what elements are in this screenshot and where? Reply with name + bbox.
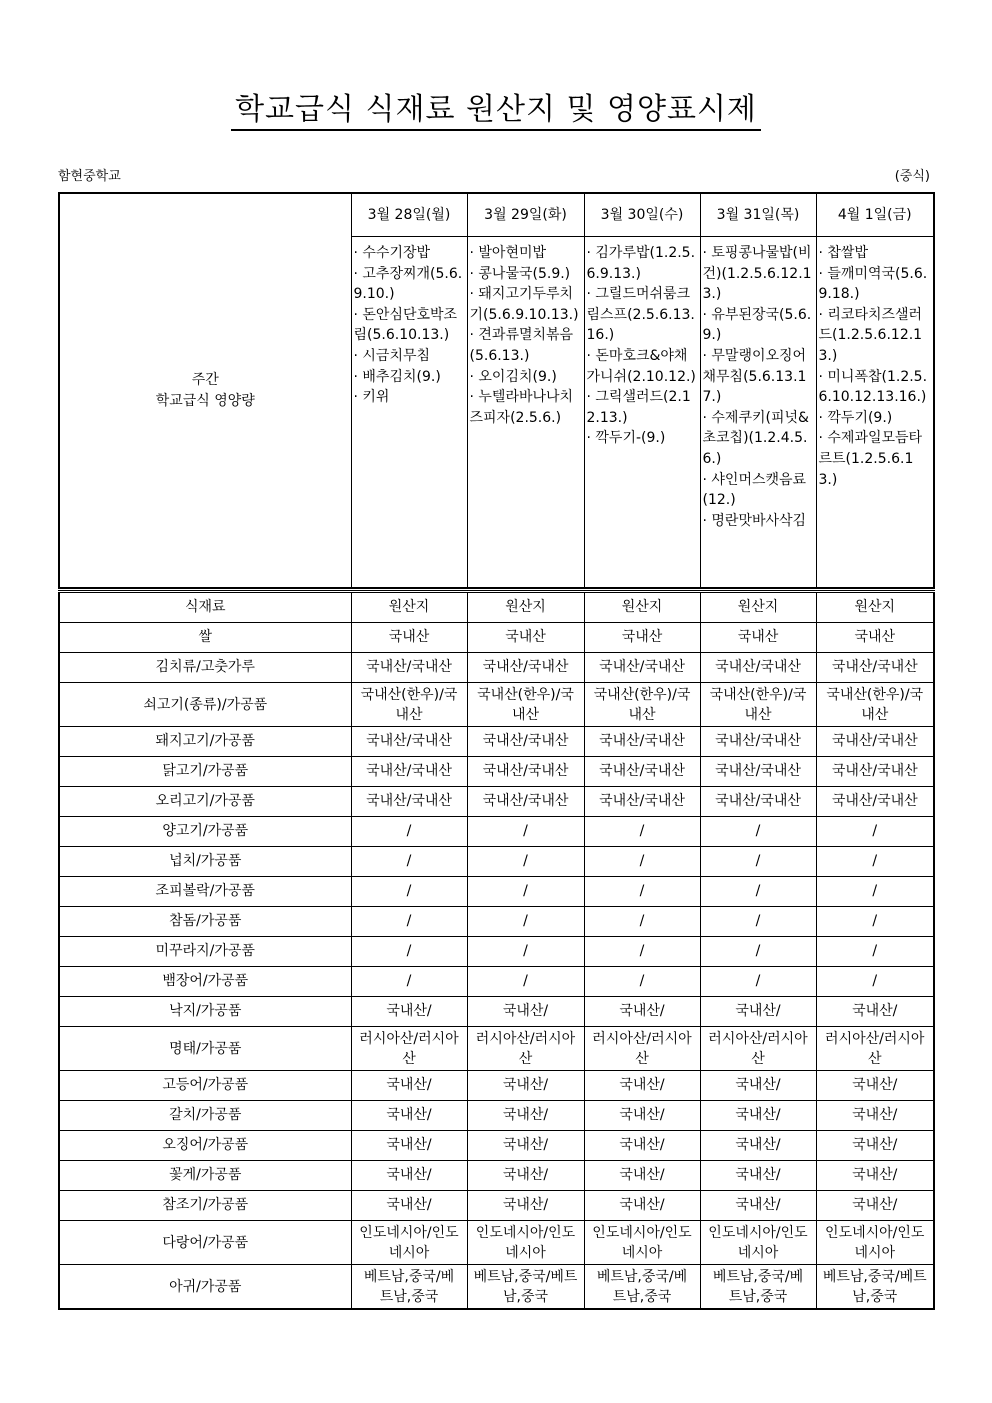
ingredient-name: 닭고기/가공품 (59, 757, 351, 787)
day-date: 3월 31일(목) (700, 193, 816, 237)
origin-header-column: 원산지 (467, 592, 584, 623)
origin-value: 국내산/ (700, 1131, 816, 1161)
origin-value: 국내산/국내산 (700, 787, 816, 817)
origin-value: 국내산/ (700, 1071, 816, 1101)
origin-value: / (816, 877, 934, 907)
menu-item: · 배추김치(9.) (353, 368, 441, 385)
page-title: 학교급식 식재료 원산지 및 영양표시제 (0, 92, 992, 128)
menu-item: · 깍두기-(9.) (586, 430, 666, 447)
origin-value: 국내산/국내산 (816, 757, 934, 787)
ingredient-name: 참조기/가공품 (59, 1191, 351, 1221)
origin-value: / (700, 847, 816, 877)
origin-value: 국내산 (816, 623, 934, 653)
origin-value: 베트남,중국/베트남,중국 (351, 1265, 467, 1310)
origin-value: 국내산/ (584, 1131, 700, 1161)
origin-value: / (584, 967, 700, 997)
origin-value: 국내산/국내산 (467, 787, 584, 817)
menu-item: · 명란맛바사삭김 (702, 512, 807, 529)
origin-value: 국내산/ (700, 1191, 816, 1221)
menu-item: · 돈마호크&야채가니쉬(2.10.12.) (586, 347, 696, 385)
day-date: 3월 30일(수) (584, 193, 700, 237)
origin-header-column: 원산지 (584, 592, 700, 623)
origin-row (59, 847, 934, 877)
origin-value: 국내산/ (816, 1161, 934, 1191)
origin-value: 국내산/국내산 (351, 727, 467, 757)
origin-header-column: 원산지 (351, 592, 467, 623)
origin-value: 국내산/국내산 (584, 727, 700, 757)
origin-row (59, 787, 934, 817)
origin-value: 국내산/국내산 (816, 787, 934, 817)
origin-value: 국내산 (467, 623, 584, 653)
origin-value: / (467, 937, 584, 967)
origin-value: 인도네시아/인도네시아 (351, 1221, 467, 1265)
origin-value: 베트남,중국/베트남,중국 (584, 1265, 700, 1310)
origin-value: 러시아산/러시아산 (584, 1027, 700, 1071)
ingredient-name: 돼지고기/가공품 (59, 727, 351, 757)
origin-value: 국내산/ (584, 1161, 700, 1191)
origin-row (59, 877, 934, 907)
menu-item: · 깍두기(9.) (818, 409, 893, 426)
origin-value: 국내산 (584, 623, 700, 653)
nutrition-label: 주간 학교급식 영양량 (59, 193, 351, 588)
origin-row (59, 653, 934, 683)
ingredient-name: 오리고기/가공품 (59, 787, 351, 817)
menu-item: · 수수기장밥 (353, 245, 431, 261)
origin-value: / (584, 817, 700, 847)
menu-item: · 수제쿠키(피넛&초코칩)(1.2.4.5.6.) (702, 409, 809, 467)
origin-value: / (467, 877, 584, 907)
origin-value: / (467, 817, 584, 847)
origin-value: / (351, 967, 467, 997)
origin-row (59, 817, 934, 847)
origin-value: 국내산/ (584, 1191, 700, 1221)
origin-value: 국내산/ (351, 1131, 467, 1161)
origin-value: / (351, 877, 467, 907)
ingredient-name: 조피볼락/가공품 (59, 877, 351, 907)
origin-value: 국내산(한우)/국내산 (816, 683, 934, 727)
day-date: 3월 29일(화) (467, 193, 584, 237)
origin-row (59, 1101, 934, 1131)
origin-value: 국내산/ (351, 1071, 467, 1101)
origin-value: / (816, 967, 934, 997)
menu-item: · 샤인머스캣음료(12.) (702, 471, 807, 509)
menu-item: · 발아현미밥 (469, 245, 547, 261)
origin-value: 인도네시아/인도네시아 (467, 1221, 584, 1265)
menu-item: · 무말랭이오징어채무침(5.6.13.17.) (702, 347, 807, 406)
origin-value: / (700, 817, 816, 847)
ingredient-name: 뱀장어/가공품 (59, 967, 351, 997)
origin-value: 러시아산/러시아산 (816, 1027, 934, 1071)
origin-row (59, 1027, 934, 1071)
origin-value: 베트남,중국/베트남,중국 (816, 1265, 934, 1310)
origin-value: 러시아산/러시아산 (700, 1027, 816, 1071)
menu-item: · 들깨미역국(5.6.9.18.) (818, 265, 928, 303)
origin-value: 국내산/ (467, 1101, 584, 1131)
origin-value: / (700, 967, 816, 997)
origin-value: 국내산/ (351, 997, 467, 1027)
menu-item: · 리코타치즈샐러드(1.2.5.6.12.13.) (818, 306, 923, 364)
origin-value: 국내산(한우)/국내산 (584, 683, 700, 727)
origin-value: 국내산/국내산 (351, 757, 467, 787)
origin-value: 국내산/국내산 (467, 757, 584, 787)
school-name: 함현중학교 (58, 169, 121, 184)
menu-item: · 유부된장국(5.6.9.) (702, 306, 812, 344)
origin-row (59, 1071, 934, 1101)
origin-value: / (467, 967, 584, 997)
origin-value: 국내산/ (700, 1101, 816, 1131)
origin-value: / (584, 907, 700, 937)
origin-value: 국내산(한우)/국내산 (467, 683, 584, 727)
origin-value: 국내산/ (467, 997, 584, 1027)
day-date: 3월 28일(월) (351, 193, 467, 237)
ingredient-name: 명태/가공품 (59, 1027, 351, 1071)
ingredient-name: 꽃게/가공품 (59, 1161, 351, 1191)
ingredient-name: 갈치/가공품 (59, 1101, 351, 1131)
origin-value: 국내산/국내산 (467, 653, 584, 683)
ingredient-name: 다랑어/가공품 (59, 1221, 351, 1265)
origin-value: / (700, 937, 816, 967)
ingredient-name: 참돔/가공품 (59, 907, 351, 937)
menu-item: · 김가루밥(1.2.5.6.9.13.) (586, 245, 696, 282)
origin-value: / (816, 847, 934, 877)
origin-value: 국내산/ (467, 1191, 584, 1221)
ingredient-name: 넙치/가공품 (59, 847, 351, 877)
origin-value: 국내산/ (351, 1191, 467, 1221)
ingredient-name: 아귀/가공품 (59, 1265, 351, 1310)
origin-value: 국내산/국내산 (816, 653, 934, 683)
origin-value: 인도네시아/인도네시아 (816, 1221, 934, 1265)
menu-item: · 돈안심단호박조림(5.6.10.13.) (353, 306, 458, 344)
day-menu (467, 237, 584, 589)
menu-item: · 견과류멸치볶음(5.6.13.) (469, 327, 574, 364)
origin-value: 국내산/ (351, 1161, 467, 1191)
origin-value: 국내산/ (816, 1101, 934, 1131)
origin-header-item: 식재료 (59, 592, 351, 623)
origin-value: 국내산/ (584, 997, 700, 1027)
menu-item: · 돼지고기두루치기(5.6.9.10.13.) (469, 286, 579, 323)
origin-value: / (816, 907, 934, 937)
menu-item: · 찹쌀밥 (818, 245, 868, 261)
menu-item: · 콩나물국(5.9.) (469, 265, 571, 282)
origin-value: 국내산/국내산 (700, 757, 816, 787)
origin-value: 국내산/ (700, 997, 816, 1027)
origin-value: 국내산/국내산 (700, 727, 816, 757)
day-menu (584, 237, 700, 589)
menu-item: · 수제과일모듬타르트(1.2.5.6.13.) (818, 430, 923, 488)
menu-item: · 그릭샐러드(2.12.13.) (586, 389, 691, 426)
origin-value: 국내산/ (584, 1101, 700, 1131)
origin-value: 국내산/ (467, 1161, 584, 1191)
origin-table (58, 590, 935, 1310)
origin-value: 국내산/ (351, 1101, 467, 1131)
origin-row (59, 683, 934, 727)
origin-value: 러시아산/러시아산 (351, 1027, 467, 1071)
origin-value: 국내산/ (816, 1131, 934, 1161)
day-menu (816, 237, 934, 589)
origin-value: / (351, 847, 467, 877)
origin-value: 국내산/국내산 (816, 727, 934, 757)
ingredient-name: 쌀 (59, 623, 351, 653)
ingredient-name: 오징어/가공품 (59, 1131, 351, 1161)
origin-row (59, 757, 934, 787)
origin-value: 국내산/ (816, 1191, 934, 1221)
origin-value: 국내산/국내산 (584, 653, 700, 683)
origin-value: 인도네시아/인도네시아 (584, 1221, 700, 1265)
ingredient-name: 김치류/고춧가루 (59, 653, 351, 683)
origin-value: 국내산/국내산 (700, 653, 816, 683)
origin-value: 인도네시아/인도네시아 (700, 1221, 816, 1265)
ingredient-name: 미꾸라지/가공품 (59, 937, 351, 967)
origin-value: / (700, 877, 816, 907)
origin-row (59, 997, 934, 1027)
meal-type: (중식) (894, 169, 930, 184)
menu-item: · 누텔라바나나치즈피자(2.5.6.) (469, 389, 574, 426)
origin-value: 국내산/ (467, 1131, 584, 1161)
menu-item: · 그릴드머쉬룸크림스프(2.5.6.13.16.) (586, 286, 695, 344)
origin-value: 국내산(한우)/국내산 (351, 683, 467, 727)
menu-item: · 고추장찌개(5.6.9.10.) (353, 265, 463, 303)
origin-value: 국내산/국내산 (584, 757, 700, 787)
origin-value: 국내산/ (816, 997, 934, 1027)
menu-item: · 시금치무침 (353, 347, 431, 364)
day-menu (700, 237, 816, 589)
origin-row (59, 1221, 934, 1265)
origin-value: 국내산/국내산 (351, 787, 467, 817)
origin-value: / (584, 937, 700, 967)
menu-item: · 키위 (353, 389, 390, 406)
origin-row (59, 727, 934, 757)
origin-row (59, 937, 934, 967)
origin-row (59, 967, 934, 997)
day-date: 4월 1일(금) (816, 193, 934, 237)
day-menu (351, 237, 467, 589)
origin-value: / (816, 937, 934, 967)
origin-value: 국내산/ (816, 1071, 934, 1101)
origin-value: 국내산/ (584, 1071, 700, 1101)
ingredient-name: 낙지/가공품 (59, 997, 351, 1027)
origin-value: 국내산 (351, 623, 467, 653)
ingredient-name: 고등어/가공품 (59, 1071, 351, 1101)
ingredient-name: 쇠고기(종류)/가공품 (59, 683, 351, 727)
origin-value: 국내산/국내산 (351, 653, 467, 683)
origin-value: / (467, 907, 584, 937)
origin-value: / (700, 907, 816, 937)
origin-value: / (351, 937, 467, 967)
origin-value: / (584, 877, 700, 907)
origin-value: / (584, 847, 700, 877)
origin-value: 베트남,중국/베트남,중국 (467, 1265, 584, 1310)
origin-value: 국내산(한우)/국내산 (700, 683, 816, 727)
origin-row (59, 1191, 934, 1221)
origin-value: 국내산/국내산 (584, 787, 700, 817)
origin-row (59, 623, 934, 653)
origin-value: / (351, 907, 467, 937)
origin-header-column: 원산지 (700, 592, 816, 623)
origin-value: 국내산/국내산 (467, 727, 584, 757)
origin-header-column: 원산지 (816, 592, 934, 623)
weekly-menu-table (58, 192, 935, 589)
origin-row (59, 1131, 934, 1161)
ingredient-name: 양고기/가공품 (59, 817, 351, 847)
origin-value: / (467, 847, 584, 877)
origin-value: 러시아산/러시아산 (467, 1027, 584, 1071)
menu-item: · 토핑콩나물밥(비건)(1.2.5.6.12.13.) (702, 245, 812, 303)
origin-value: / (351, 817, 467, 847)
origin-value: / (816, 817, 934, 847)
origin-value: 국내산/ (467, 1071, 584, 1101)
origin-row (59, 1265, 934, 1310)
menu-item: · 오이김치(9.) (469, 368, 557, 385)
origin-row (59, 907, 934, 937)
origin-value: 국내산 (700, 623, 816, 653)
origin-value: 국내산/ (700, 1161, 816, 1191)
origin-value: 베트남,중국/베트남,중국 (700, 1265, 816, 1310)
origin-row (59, 1161, 934, 1191)
menu-item: · 미니폭찹(1.2.5.6.10.12.13.16.) (818, 368, 928, 406)
